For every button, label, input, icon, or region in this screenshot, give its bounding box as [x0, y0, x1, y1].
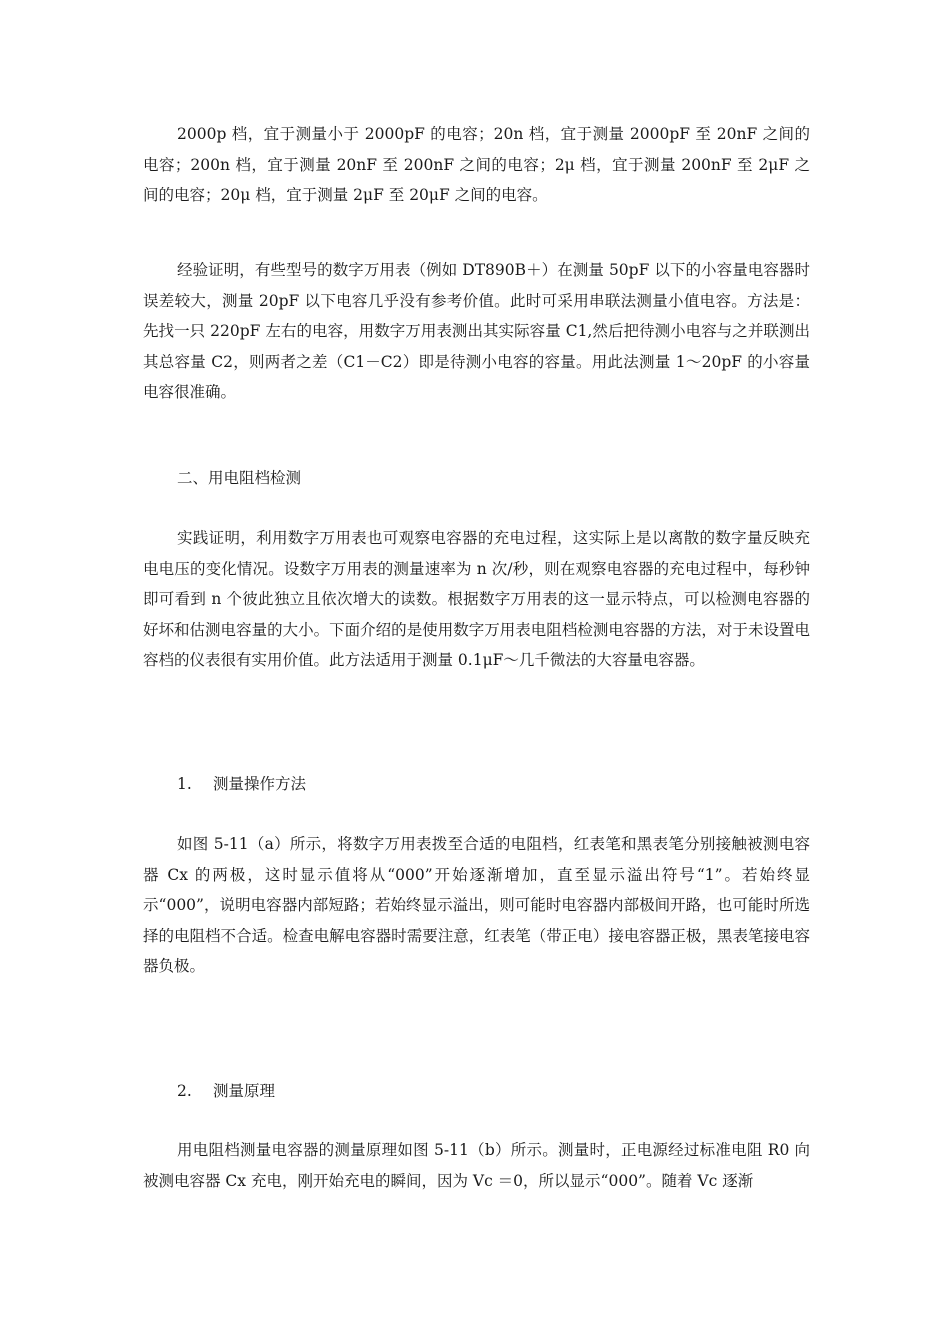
paragraph-charging-observation: 实践证明，利用数字万用表也可观察电容器的充电过程，这实际上是以离散的数字量反映充电电压的变化情况。设数字万用表的测量速率为 n 次/秒，则在观察电容器的充电过程中，每秒钟即可看到 n 个彼此独立且依次增大的读数。根据数字万用表的这一显示特点，可以检测电容器的好坏和估测电容量的大小。下面介绍的是使用数字万用表电阻档检测电容器的方法，对于未设置电容档的仪表很有实用价值。此方法适用于测量 0.1μF～几千微法的大容量电容器。: [143, 529, 810, 669]
subheading-label: 测量原理: [213, 1082, 276, 1100]
paragraph-small-capacitor-method: 经验证明，有些型号的数字万用表（例如 DT890B＋）在测量 50pF 以下的小容量电容器时误差较大，测量 20pF 以下电容几乎没有参考价值。此时可采用串联法测量小值电容。方法是：先找一只 220pF 左右的电容，用数字万用表测出其实际容量 C1,然后把待测小电容与之并联测出其总容量 C2，则两者之差（C1－C2）即是待测小电容的容量。用此法测量 1～20pF 的小容量电容很准确。: [143, 261, 810, 401]
subheading-number: 2.: [177, 1082, 192, 1100]
paragraph-operation-steps: 如图 5-11（a）所示，将数字万用表拨至合适的电阻档，红表笔和黑表笔分别接触被测电容器 Cx 的两极，这时显示值将从“000”开始逐渐增加，直至显示溢出符号“1”。若始终显示“000”，说明电容器内部短路；若始终显示溢出，则可能时电容器内部极间开路，也可能时所选择的电阻档不合适。检查电解电容器时需要注意，红表笔（带正电）接电容器正极，黑表笔接电容器负极。: [143, 835, 810, 975]
subheading-measurement-principle: [177, 1076, 275, 1106]
section-heading-resistance-range: 二、用电阻档检测: [177, 469, 302, 487]
subheading-operation-method: [177, 769, 306, 799]
paragraph-capacitance-ranges: 2000p 档，宜于测量小于 2000pF 的电容；20n 档，宜于测量 2000pF 至 20nF 之间的电容；200n 档，宜于测量 20nF 至 200nF 之间的电容；2μ 档，宜于测量 200nF 至 2μF 之间的电容；20μ 档，宜于测量 2μF 至 20μF 之间的电容。: [143, 125, 810, 204]
paragraph-principle-description: 用电阻档测量电容器的测量原理如图 5-11（b）所示。测量时，正电源经过标准电阻 R0 向被测电容器 Cx 充电，刚开始充电的瞬间，因为 Vc ＝0，所以显示“000”。随着 Vc 逐渐: [143, 1141, 810, 1190]
subheading-label: 测量操作方法: [213, 775, 307, 793]
subheading-number: 1.: [177, 775, 192, 793]
